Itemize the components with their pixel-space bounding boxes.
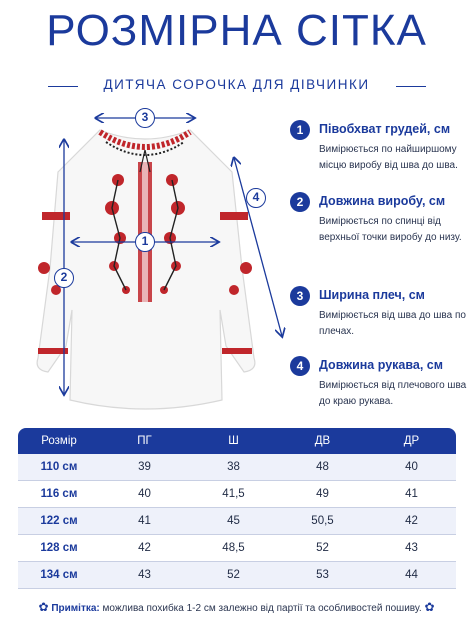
marker-1: 1 xyxy=(135,232,155,252)
measurement-4-desc: Вимірюється від плечового шва до краю рукава. xyxy=(319,380,467,407)
measurement-3-number: 3 xyxy=(290,286,310,306)
measurement-1-number: 1 xyxy=(290,120,310,140)
measurement-2-number: 2 xyxy=(290,192,310,212)
header-dr: ДР xyxy=(403,435,420,447)
note-label: Примітка: xyxy=(51,603,100,614)
divider-right xyxy=(396,86,426,87)
table-cell: 42 xyxy=(138,542,151,554)
table-cell: 45 xyxy=(227,515,240,527)
marker-2: 2 xyxy=(54,268,74,288)
table-cell: 110 см xyxy=(40,461,78,473)
table-cell: 49 xyxy=(316,488,329,500)
table-cell: 134 см xyxy=(40,569,78,581)
table-cell: 38 xyxy=(227,461,240,473)
table-cell: 128 см xyxy=(40,542,78,554)
marker-3: 3 xyxy=(135,108,155,128)
header-size: Розмір xyxy=(41,435,77,447)
header-dv: ДВ xyxy=(314,435,331,447)
table-cell: 52 xyxy=(316,542,329,554)
measurement-3-title: Ширина плеч, см xyxy=(319,288,425,302)
table-cell: 42 xyxy=(405,515,418,527)
table-body xyxy=(18,454,456,589)
footnote xyxy=(0,600,473,614)
table-cell: 41,5 xyxy=(222,488,245,500)
table-cell: 50,5 xyxy=(311,515,334,527)
measurement-3-desc: Вимірюється від шва до шва по плечах. xyxy=(319,310,466,337)
table-header xyxy=(18,428,456,454)
table-cell: 48,5 xyxy=(222,542,245,554)
table-cell: 39 xyxy=(138,461,151,473)
table-cell: 41 xyxy=(405,488,418,500)
measurement-1-desc: Вимірюється по найширшому місцю виробу від шва до шва. xyxy=(319,144,458,171)
subtitle-row xyxy=(0,74,473,94)
measurement-4-number: 4 xyxy=(290,356,310,376)
table-row xyxy=(18,454,456,481)
page-title: РОЗМІРНА СІТКА xyxy=(46,6,427,55)
measurement-4-title: Довжина рукава, см xyxy=(319,358,443,372)
header-sh: Ш xyxy=(228,435,239,447)
table-cell: 52 xyxy=(227,569,240,581)
table-cell: 48 xyxy=(316,461,329,473)
flower-ornament-icon: ✿ xyxy=(424,600,435,614)
table-cell: 116 см xyxy=(40,488,78,500)
header-pg: ПГ xyxy=(137,435,152,447)
measurement-2-title: Довжина виробу, см xyxy=(319,194,446,208)
page-subtitle: ДИТЯЧА СОРОЧКА ДЛЯ ДІВЧИНКИ xyxy=(103,77,370,92)
table-row xyxy=(18,508,456,535)
table-row xyxy=(18,562,456,589)
table-cell: 44 xyxy=(405,569,418,581)
table-cell: 53 xyxy=(316,569,329,581)
measurement-1-title: Півобхват грудей, см xyxy=(319,122,451,136)
table-cell: 40 xyxy=(138,488,151,500)
table-cell: 41 xyxy=(138,515,151,527)
table-cell: 40 xyxy=(405,461,418,473)
table-cell: 43 xyxy=(138,569,151,581)
marker-4: 4 xyxy=(246,188,266,208)
size-table xyxy=(18,428,456,589)
measurement-2-desc: Вимірюється по спинці від верхньої точки виробу до низу. xyxy=(319,216,462,243)
shirt-illustration xyxy=(0,100,290,420)
table-cell: 43 xyxy=(405,542,418,554)
flower-ornament-icon: ✿ xyxy=(38,600,49,614)
note-text: можлива похибка 1-2 см залежно від партії та особливостей пошиву. xyxy=(102,603,422,614)
table-cell: 122 см xyxy=(40,515,78,527)
table-row xyxy=(18,481,456,508)
table-row xyxy=(18,535,456,562)
shirt-diagram xyxy=(0,100,290,420)
